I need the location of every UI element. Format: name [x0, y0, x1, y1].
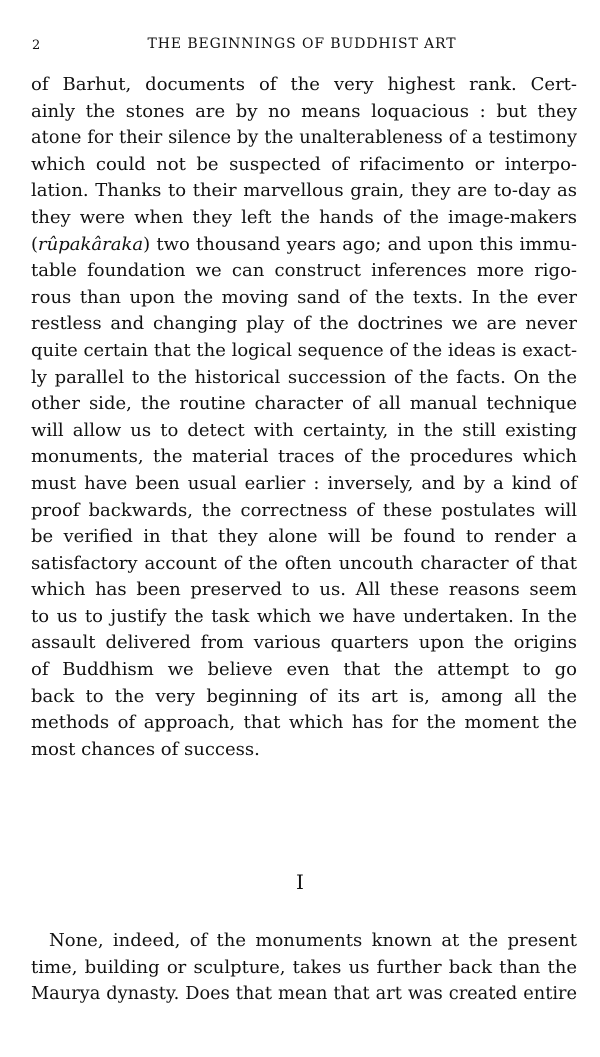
text-line: other side, the routine character of all manual technique: [31, 393, 577, 415]
text-line: will allow us to detect with certainty, in the still existing: [31, 419, 577, 441]
text-line: satisfactory account of the often uncouth character of that: [31, 552, 577, 574]
text-line: of Buddhism we believe even that the attempt to go: [31, 659, 577, 681]
text-line: ly parallel to the historical succession of the facts. On the: [31, 366, 577, 388]
text-line: quite certain that the logical sequence of the ideas is exact-: [31, 339, 578, 361]
text-line: which has been preserved to us. All these reasons seem: [31, 579, 577, 601]
text-line: rous than upon the moving sand of the texts. In the ever: [31, 286, 577, 308]
text-line: None, indeed, of the monuments known at the present: [49, 930, 577, 951]
text-line: lation. Thanks to their marvellous grain, they are to-day as: [31, 180, 577, 202]
text-line: they were when they left the hands of the image-makers: [31, 206, 577, 228]
text-line: Maurya dynasty. Does that mean that art was created entire: [31, 984, 577, 1005]
text-line: back to the very beginning of its art is, among all the: [31, 685, 577, 707]
text-line: methods of approach, that which has for the moment the: [31, 712, 577, 734]
page-number: 2: [32, 38, 41, 53]
text-line: (rûpakâraka) two thousand years ago; and upon this immu-: [31, 233, 577, 255]
text-line: to us to justify the task which we have undertaken. In the: [31, 605, 577, 627]
text-line: restless and changing play of the doctrines we are never: [31, 313, 577, 335]
body-paragraph-2: [31, 928, 577, 1008]
text-line: proof backwards, the correctness of these postulates will: [31, 499, 577, 521]
text-line: must have been usual earlier : inversely, and by a kind of: [31, 472, 577, 494]
section-numeral: I: [296, 870, 304, 894]
text-line: ainly the stones are by no means loquacious : but they: [31, 100, 577, 122]
text-line: time, building or sculpture, takes us further back than the: [31, 956, 577, 978]
running-title: THE BEGINNINGS OF BUDDHIST ART: [147, 36, 457, 52]
text-line: be verified in that they alone will be found to render a: [31, 526, 577, 548]
text-line: monuments, the material traces of the procedures which: [31, 446, 577, 468]
running-head: [32, 36, 572, 58]
text-line: which could not be suspected of rifacimento or interpo-: [31, 153, 577, 175]
body-paragraph-1: [31, 72, 577, 763]
text-line: of Barhut, documents of the very highest rank. Cert-: [31, 74, 577, 95]
text-line: table foundation we can construct inferences more rigo-: [31, 260, 577, 282]
text-line: most chances of success.: [31, 738, 260, 760]
text-line: atone for their silence by the unalterableness of a testimony: [31, 128, 577, 149]
text-line: assault delivered from various quarters upon the origins: [31, 632, 577, 654]
